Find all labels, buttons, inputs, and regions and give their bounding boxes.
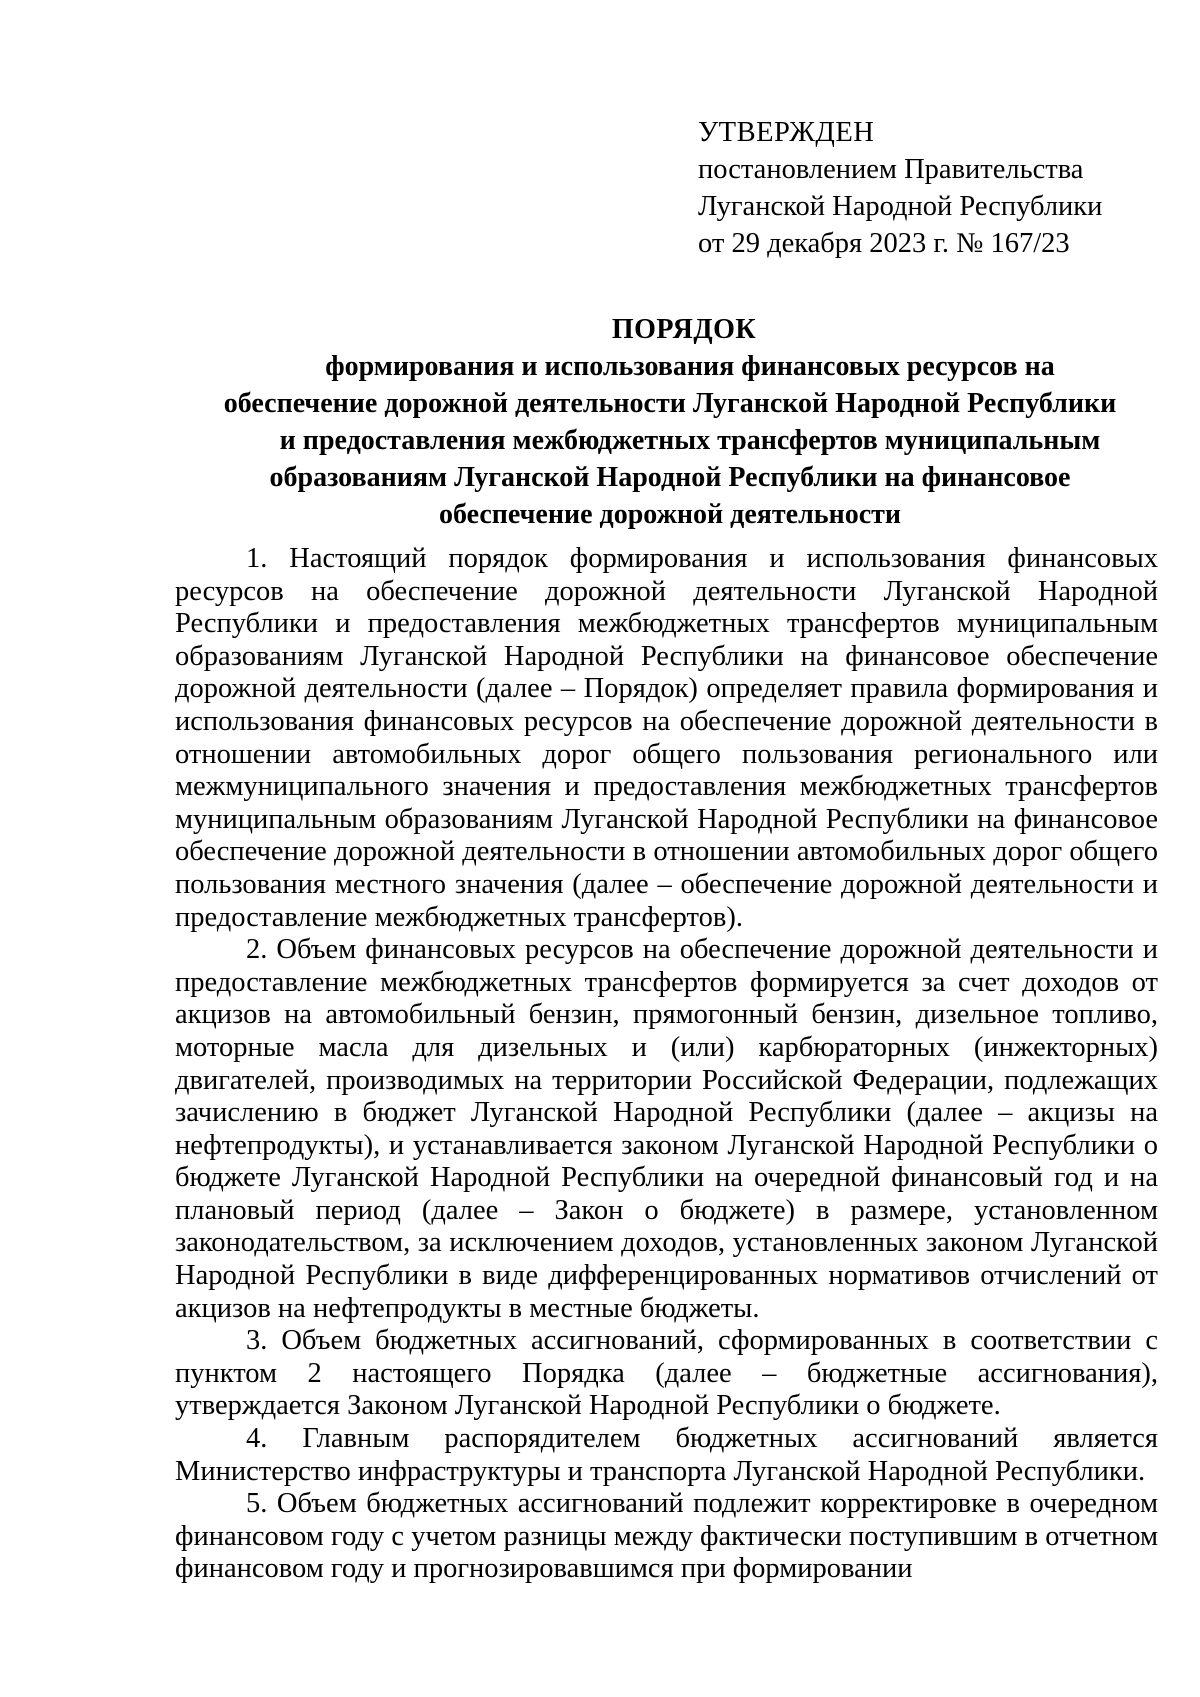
- title-heading: ПОРЯДОК: [611, 314, 757, 345]
- paragraph-1: 1. Настоящий порядок формирования и использования финансовых ресурсов на обеспечение дорожной деятельности Луганской Народной Республики и предоставления межбюджетных трансфертов муниципальным образованиям Луганской Народной Республики на финансовое обеспечение дорожной деятельности (далее – Порядок) определяет правила формирования и использования финансовых ресурсов на обеспечение дорожной деятельности в отношении автомобильных дорог общего пользования регионального или межмуниципального значения и предоставления межбюджетных трансфертов муниципальным образованиям Луганской Народной Республики на финансовое обеспечение дорожной деятельности в отношении автомобильных дорог общего пользования местного значения (далее – обеспечение дорожной деятельности и предоставление межбюджетных трансфертов).: [175, 543, 1158, 933]
- document-title: [180, 311, 1160, 533]
- title-line-4: образованиям Луганской Народной Республики на финансовое: [269, 462, 1071, 493]
- approval-line-2: Луганской Народной Республики: [698, 191, 1103, 222]
- title-line-3: и предоставления межбюджетных трансфертов муниципальным: [279, 425, 1101, 456]
- paragraph-3: 3. Объем бюджетных ассигнований, сформированных в соответствии с пунктом 2 настоящего Порядка (далее – бюджетные ассигнования), утверждается Законом Луганской Народной Республики о бюджете.: [175, 1325, 1158, 1422]
- document-body: [175, 543, 1158, 1586]
- title-line-5: обеспечение дорожной деятельности: [438, 499, 902, 530]
- approval-line-1: постановлением Правительства: [698, 154, 1084, 185]
- approval-block: [698, 114, 1102, 262]
- paragraph-2: 2. Объем финансовых ресурсов на обеспечение дорожной деятельности и предоставление межбюджетных трансфертов формируется за счет доходов от акцизов на автомобильный бензин, прямогонный бензин, дизельное топливо, моторные масла для дизельных и (или) карбюраторных (инжекторных) двигателей, производимых на территории Российской Федерации, подлежащих зачислению в бюджет Луганской Народной Республики (далее – акцизы на нефтепродукты), и устанавливается законом Луганской Народной Республики о бюджете Луганской Народной Республики на очередной финансовый год и на плановый период (далее – Закон о бюджете) в размере, установленном законодательством, за исключением доходов, установленных законом Луганской Народной Республики в виде дифференцированных нормативов отчислений от акцизов на нефтепродукты в местные бюджеты.: [175, 934, 1158, 1324]
- paragraph-4: 4. Главным распорядителем бюджетных ассигнований является Министерство инфраструктуры и транспорта Луганской Народной Республики.: [175, 1423, 1158, 1487]
- title-line-1: формирования и использования финансовых ресурсов на: [325, 351, 1055, 382]
- approval-line-3: от 29 декабря 2023 г. № 167/23: [698, 228, 1070, 259]
- approval-status: УТВЕРЖДЕН: [698, 117, 875, 148]
- title-line-2: обеспечение дорожной деятельности Луганской Народной Республики: [223, 388, 1117, 419]
- paragraph-5: 5. Объем бюджетных ассигнований подлежит корректировке в очередном финансовом году с учетом разницы между фактически поступившим в отчетном финансовом году и прогнозировавшимся при формировании: [175, 1488, 1158, 1585]
